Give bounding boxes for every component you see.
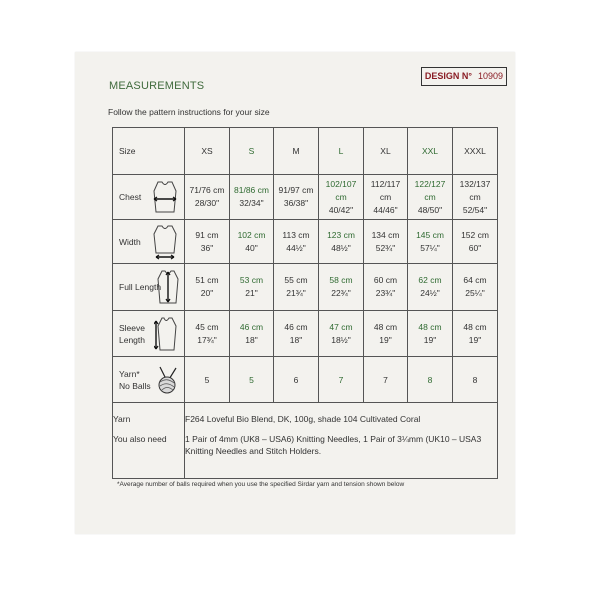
- sleeve-length-row: [113, 311, 498, 357]
- full-length-label-cell: [113, 264, 185, 311]
- materials-details: [185, 403, 498, 479]
- width-diagram-icon: [150, 224, 180, 260]
- design-number: 10909: [478, 71, 504, 81]
- size-xs: XS: [185, 128, 230, 175]
- chest-s: 81/86 cm 32/34": [230, 175, 274, 220]
- balls-l: 7: [319, 357, 364, 403]
- balls-xxl: 8: [408, 357, 453, 403]
- balls-xxxl: 8: [453, 357, 498, 403]
- full-length-xxxl: 64 cm 25¼": [453, 264, 498, 311]
- sleeve-xxl: 48 cm 19": [408, 311, 453, 357]
- full-length-diagram-icon: [156, 268, 180, 306]
- balls-s: 5: [230, 357, 274, 403]
- full-length-xs: 51 cm 20": [185, 264, 230, 311]
- sleeve-m: 46 cm 18": [274, 311, 319, 357]
- chest-label-cell: [113, 175, 185, 220]
- full-length-row: [113, 264, 498, 311]
- balls-xl: 7: [364, 357, 408, 403]
- intro-text: Follow the pattern instructions for your size: [108, 107, 270, 117]
- sleeve-length-label-cell: [113, 311, 185, 357]
- yarn-ball-icon: [154, 365, 180, 395]
- size-l: L: [319, 128, 364, 175]
- chest-l: 102/107 cm 40/42": [319, 175, 364, 220]
- sleeve-l: 47 cm 18½": [319, 311, 364, 357]
- full-length-label: Full Length: [119, 282, 162, 292]
- chest-label: Chest: [119, 192, 142, 202]
- need-line-1: 1 Pair of 4mm (UK8 – USA6) Knitting Needles, 1 Pair of 3¼mm (UK10 – USA3: [185, 434, 482, 444]
- width-l: 123 cm 48½": [319, 220, 364, 264]
- yarn-balls-label: Yarn* No Balls: [119, 368, 151, 391]
- size-label-cell: [113, 128, 185, 175]
- width-xxl: 145 cm 57¼": [408, 220, 453, 264]
- section-title: MEASUREMENTS: [109, 80, 205, 92]
- design-number-box: [421, 67, 507, 86]
- size-s: S: [230, 128, 274, 175]
- chest-xs: 71/76 cm 28/30": [185, 175, 230, 220]
- size-row: [113, 128, 498, 175]
- width-xs: 91 cm 36": [185, 220, 230, 264]
- sleeve-length-diagram-icon: [154, 315, 180, 353]
- chest-xxl: 122/127 cm 48/50": [408, 175, 453, 220]
- sleeve-length-label: Sleeve Length: [119, 322, 145, 345]
- sleeve-s: 46 cm 18": [230, 311, 274, 357]
- chest-xl: 112/117 cm 44/46": [364, 175, 408, 220]
- width-m: 113 cm 44½": [274, 220, 319, 264]
- width-row: [113, 220, 498, 264]
- full-length-xxl: 62 cm 24½": [408, 264, 453, 311]
- design-label: DESIGN N°: [424, 71, 473, 81]
- width-s: 102 cm 40": [230, 220, 274, 264]
- need-label: You also need: [113, 434, 167, 444]
- size-m: M: [274, 128, 319, 175]
- width-xxxl: 152 cm 60": [453, 220, 498, 264]
- balls-m: 6: [274, 357, 319, 403]
- balls-xs: 5: [185, 357, 230, 403]
- yarn-balls-row: [113, 357, 498, 403]
- width-label-cell: [113, 220, 185, 264]
- materials-row: [113, 403, 498, 479]
- sleeve-xl: 48 cm 19": [364, 311, 408, 357]
- sleeve-xs: 45 cm 17¾": [185, 311, 230, 357]
- measurements-card: [75, 52, 515, 534]
- size-xl: XL: [364, 128, 408, 175]
- chest-xxxl: 132/137 cm 52/54": [453, 175, 498, 220]
- footnote: *Average number of balls required when you use the specified Sirdar yarn and tension shown below: [117, 481, 405, 488]
- yarn-value: F264 Loveful Bio Blend, DK, 100g, shade 104 Cultivated Coral: [185, 414, 421, 424]
- full-length-m: 55 cm 21¾": [274, 264, 319, 311]
- need-line-2: Knitting Needles and Stitch Holders.: [185, 446, 322, 456]
- chest-diagram-icon: [150, 179, 180, 215]
- full-length-s: 53 cm 21": [230, 264, 274, 311]
- full-length-xl: 60 cm 23¾": [364, 264, 408, 311]
- chest-row: [113, 175, 498, 220]
- materials-labels: [113, 403, 185, 479]
- size-xxl: XXL: [408, 128, 453, 175]
- yarn-balls-label-cell: [113, 357, 185, 403]
- full-length-l: 58 cm 22¾": [319, 264, 364, 311]
- width-label: Width: [119, 236, 141, 247]
- size-label: Size: [119, 146, 136, 156]
- size-xxxl: XXXL: [453, 128, 498, 175]
- sleeve-xxxl: 48 cm 19": [453, 311, 498, 357]
- chest-m: 91/97 cm 36/38": [274, 175, 319, 220]
- width-xl: 134 cm 52¾": [364, 220, 408, 264]
- yarn-label: Yarn: [113, 414, 131, 424]
- measurements-table: [112, 127, 498, 479]
